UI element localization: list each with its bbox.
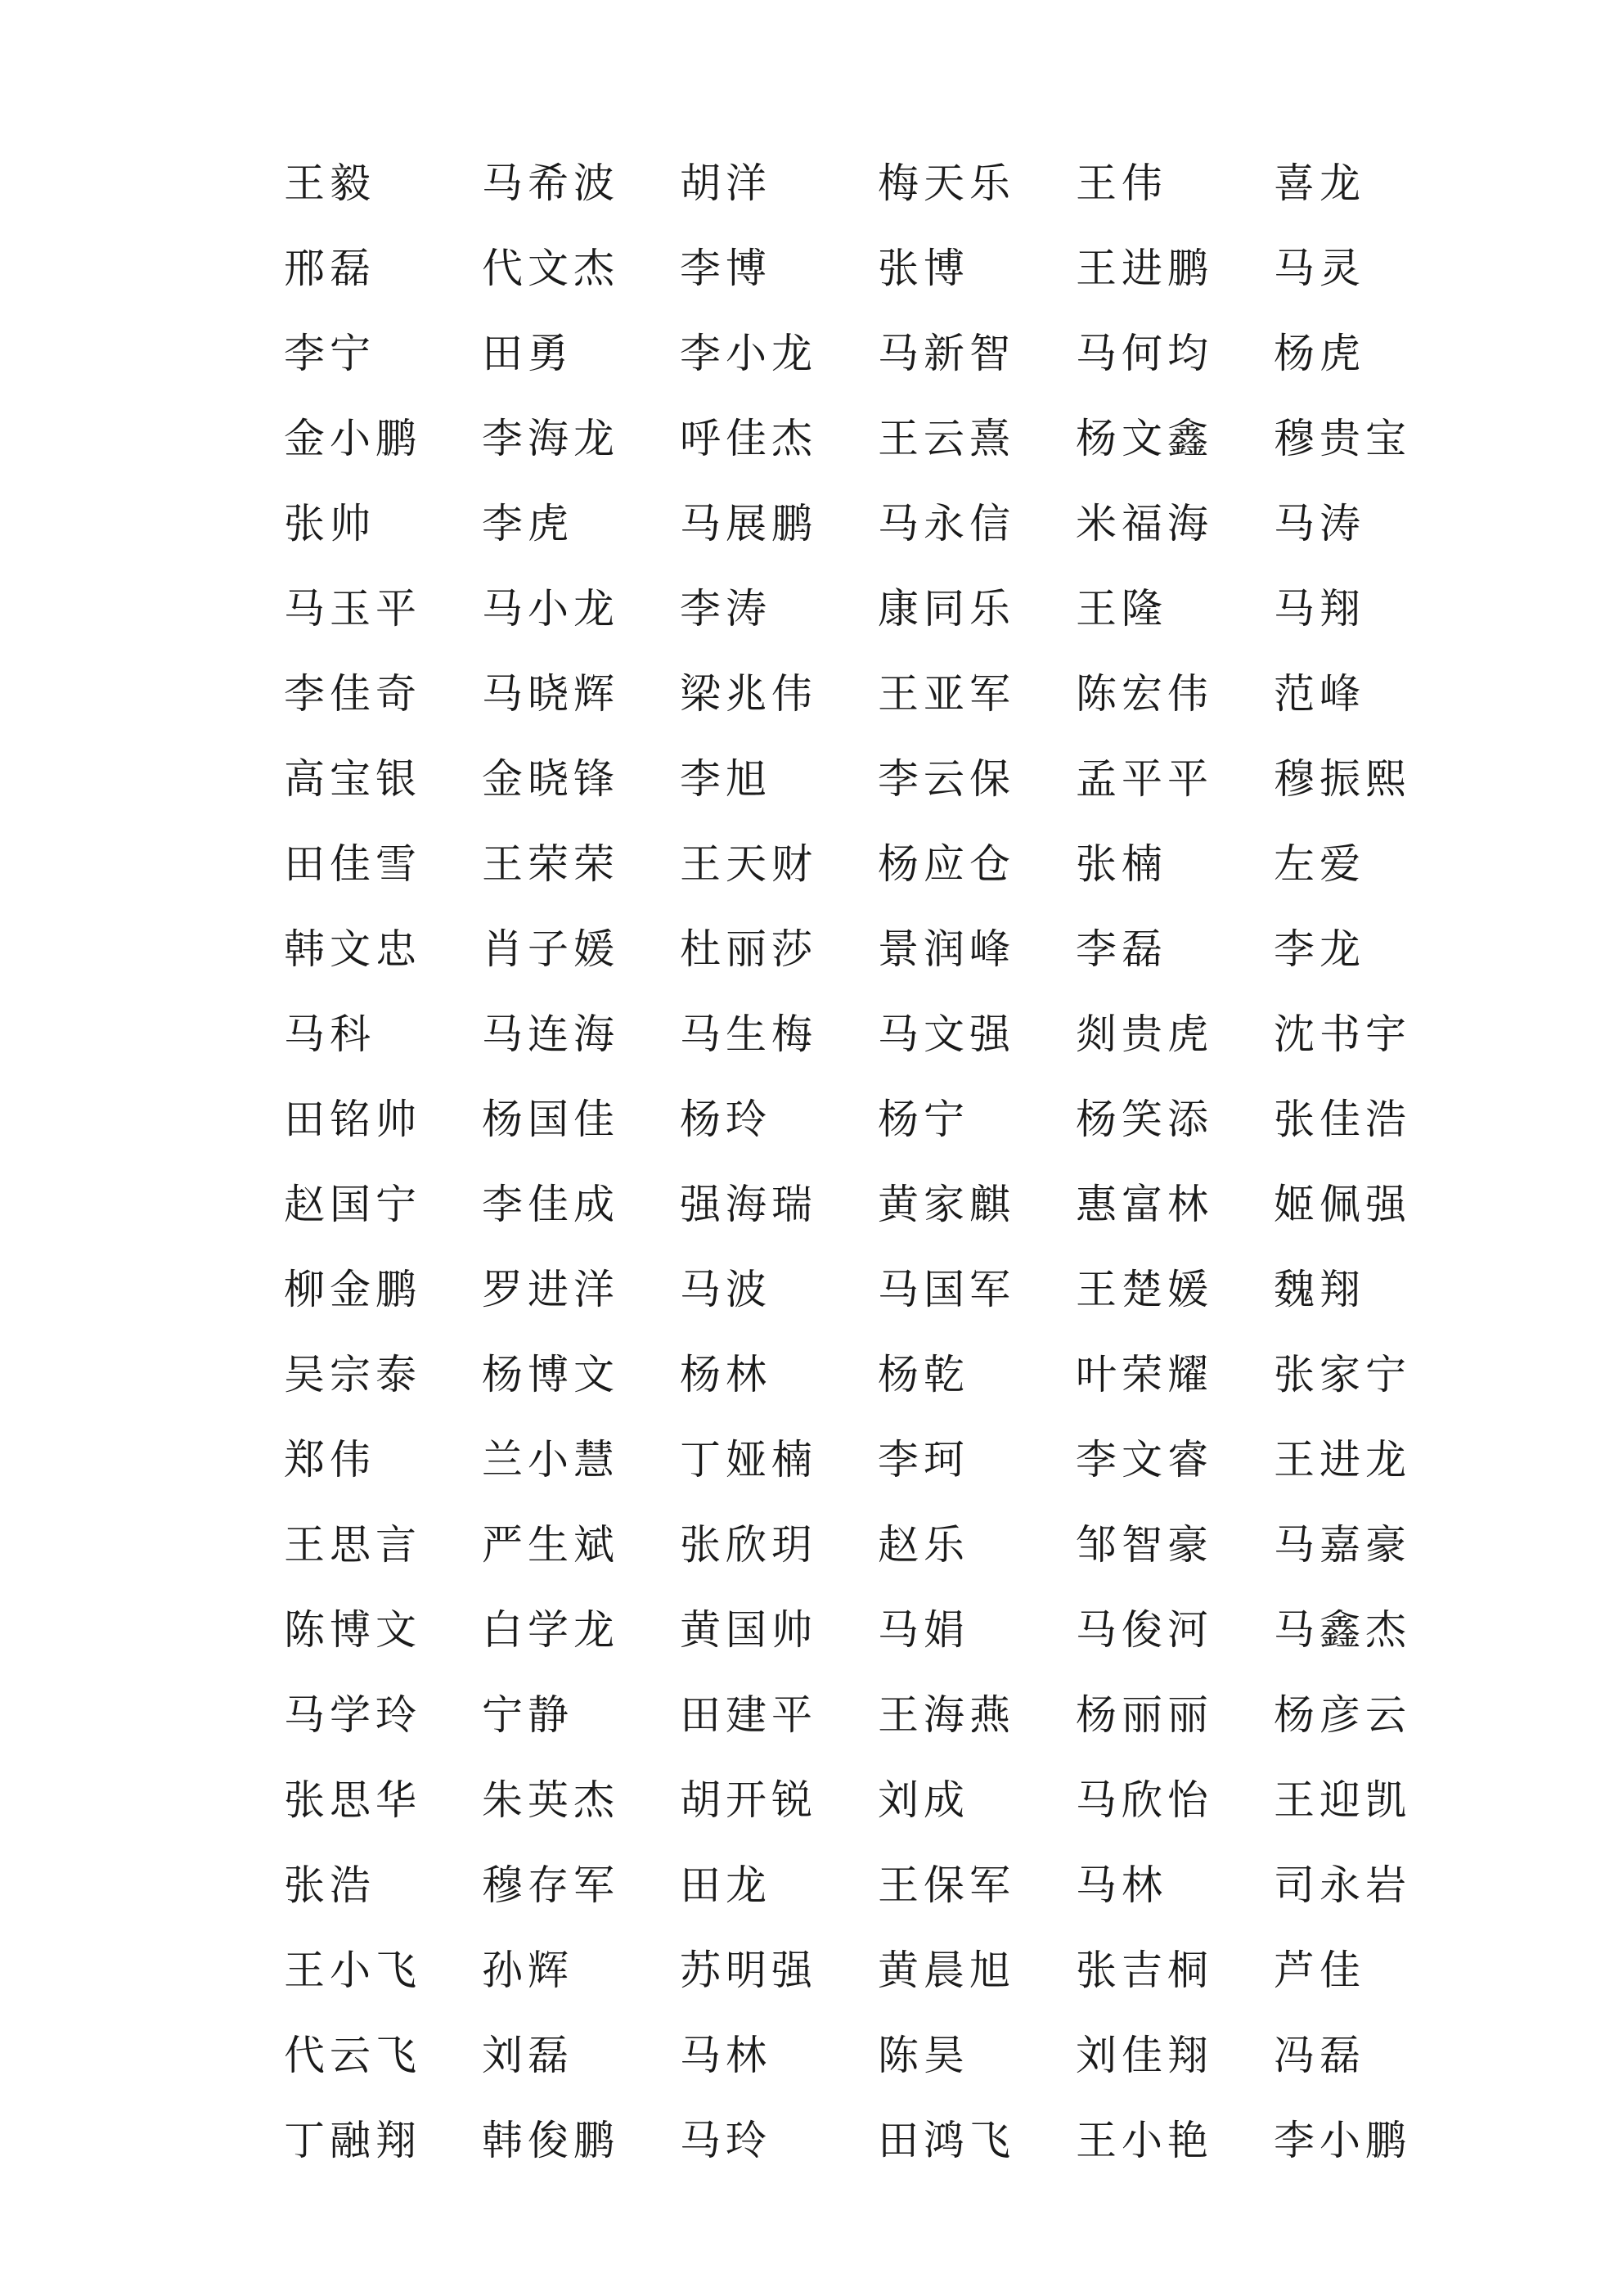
- name-entry: 康同乐: [878, 585, 1015, 633]
- name-entry: 刘磊: [482, 2032, 573, 2079]
- name-entry: 杨玲: [680, 1096, 771, 1143]
- name-entry: 马欣怡: [1076, 1776, 1213, 1824]
- name-entry: 王迎凯: [1274, 1776, 1411, 1824]
- name-entry: 王小艳: [1076, 2117, 1213, 2164]
- name-entry: 韩文忠: [284, 925, 421, 973]
- name-entry: 张吉桐: [1076, 1947, 1213, 1994]
- name-row: [284, 822, 1445, 907]
- name-row: [284, 1928, 1445, 2013]
- name-entry: 张佳浩: [1274, 1096, 1411, 1143]
- name-entry: 米福海: [1076, 500, 1213, 547]
- name-entry: 强海瑞: [680, 1181, 817, 1228]
- name-entry: 沈书宇: [1274, 1011, 1411, 1058]
- name-entry: 马文强: [878, 1011, 1015, 1058]
- name-entry: 马嘉豪: [1274, 1521, 1411, 1569]
- name-row: [284, 1077, 1445, 1162]
- name-entry: 苏明强: [680, 1947, 817, 1994]
- name-row: [284, 1502, 1445, 1587]
- name-entry: 王进龙: [1274, 1436, 1411, 1483]
- name-entry: 左爱: [1274, 840, 1365, 888]
- name-entry: 王海燕: [878, 1691, 1015, 1739]
- name-row: [284, 992, 1445, 1077]
- name-entry: 王亚军: [878, 670, 1015, 718]
- name-entry: 马学玲: [284, 1691, 421, 1739]
- name-entry: 李旭: [680, 755, 771, 803]
- name-row: [284, 1332, 1445, 1417]
- name-entry: 高宝银: [284, 755, 421, 803]
- name-entry: 赵乐: [878, 1521, 969, 1569]
- name-entry: 马国军: [878, 1266, 1015, 1313]
- name-row: [284, 1587, 1445, 1672]
- name-entry: 马生梅: [680, 1011, 817, 1058]
- name-entry: 李宁: [284, 330, 375, 377]
- name-row: [284, 736, 1445, 822]
- name-entry: 李磊: [1076, 925, 1167, 973]
- name-entry: 邢磊: [284, 245, 375, 292]
- name-entry: 马永信: [878, 500, 1015, 547]
- name-entry: 穆振熙: [1274, 755, 1411, 803]
- name-entry: 杨彦云: [1274, 1691, 1411, 1739]
- name-entry: 宁静: [482, 1691, 573, 1739]
- name-entry: 胡开锐: [680, 1776, 817, 1824]
- name-entry: 杨乾: [878, 1351, 969, 1398]
- name-entry: 王小飞: [284, 1947, 421, 1994]
- name-entry: 马鑫杰: [1274, 1606, 1411, 1654]
- name-entry: 韩俊鹏: [482, 2117, 619, 2164]
- name-entry: 杨博文: [482, 1351, 619, 1398]
- name-entry: 朱英杰: [482, 1776, 619, 1824]
- name-entry: 李博: [680, 245, 771, 292]
- name-entry: 杨丽丽: [1076, 1691, 1213, 1739]
- name-entry: 刘成: [878, 1776, 969, 1824]
- name-entry: 罗进洋: [482, 1266, 619, 1313]
- name-entry: 田龙: [680, 1862, 771, 1909]
- name-entry: 马玉平: [284, 585, 421, 633]
- name-entry: 黄晨旭: [878, 1947, 1015, 1994]
- name-row: [284, 2013, 1445, 2098]
- name-entry: 张思华: [284, 1776, 421, 1824]
- name-entry: 王云熹: [878, 415, 1015, 462]
- name-entry: 李佳成: [482, 1181, 619, 1228]
- name-entry: 惠富林: [1076, 1181, 1213, 1228]
- name-entry: 田建平: [680, 1691, 817, 1739]
- name-entry: 李珂: [878, 1436, 969, 1483]
- name-entry: 芦佳: [1274, 1947, 1365, 1994]
- name-entry: 张浩: [284, 1862, 375, 1909]
- name-entry: 王荣荣: [482, 840, 619, 888]
- name-entry: 李文睿: [1076, 1436, 1213, 1483]
- name-entry: 李佳奇: [284, 670, 421, 718]
- name-entry: 吴宗泰: [284, 1351, 421, 1398]
- name-entry: 孟平平: [1076, 755, 1213, 803]
- name-entry: 杜丽莎: [680, 925, 817, 973]
- name-row: [284, 1247, 1445, 1332]
- name-entry: 李小鹏: [1274, 2117, 1411, 2164]
- name-entry: 张家宁: [1274, 1351, 1411, 1398]
- name-row: [284, 226, 1445, 311]
- name-entry: 陈宏伟: [1076, 670, 1213, 718]
- name-row: [284, 2098, 1445, 2183]
- name-row: [284, 1758, 1445, 1843]
- name-entry: 马涛: [1274, 500, 1365, 547]
- name-entry: 呼佳杰: [680, 415, 817, 462]
- name-entry: 李涛: [680, 585, 771, 633]
- name-entry: 马俊河: [1076, 1606, 1213, 1654]
- name-entry: 姬佩强: [1274, 1181, 1411, 1228]
- name-entry: 杨虎: [1274, 330, 1365, 377]
- name-entry: 马科: [284, 1011, 375, 1058]
- name-entry: 马小龙: [482, 585, 619, 633]
- name-entry: 刘佳翔: [1076, 2032, 1213, 2079]
- name-entry: 王楚媛: [1076, 1266, 1213, 1313]
- name-entry: 杨宁: [878, 1096, 969, 1143]
- name-entry: 王思言: [284, 1521, 421, 1569]
- name-row: [284, 311, 1445, 396]
- name-entry: 魏翔: [1274, 1266, 1365, 1313]
- name-entry: 马展鹏: [680, 500, 817, 547]
- name-entry: 赵国宁: [284, 1181, 421, 1228]
- name-entry: 陈博文: [284, 1606, 421, 1654]
- name-entry: 马何均: [1076, 330, 1213, 377]
- name-row: [284, 141, 1445, 226]
- name-entry: 杨文鑫: [1076, 415, 1213, 462]
- name-row: [284, 396, 1445, 481]
- name-entry: 柳金鹏: [284, 1266, 421, 1313]
- name-entry: 田勇: [482, 330, 573, 377]
- name-entry: 王伟: [1076, 160, 1167, 207]
- name-entry: 丁娅楠: [680, 1436, 817, 1483]
- name-entry: 兰小慧: [482, 1436, 619, 1483]
- name-entry: 梅天乐: [878, 160, 1015, 207]
- name-entry: 马晓辉: [482, 670, 619, 718]
- name-entry: 马林: [680, 2032, 771, 2079]
- name-entry: 张欣玥: [680, 1521, 817, 1569]
- name-row: [284, 566, 1445, 651]
- name-entry: 代文杰: [482, 245, 619, 292]
- name-entry: 司永岩: [1274, 1862, 1411, 1909]
- name-entry: 杨林: [680, 1351, 771, 1398]
- name-list: [284, 141, 1445, 2183]
- name-entry: 王天财: [680, 840, 817, 888]
- name-entry: 张帅: [284, 500, 375, 547]
- name-entry: 黄国帅: [680, 1606, 817, 1654]
- name-entry: 肖子媛: [482, 925, 619, 973]
- name-entry: 王进鹏: [1076, 245, 1213, 292]
- name-entry: 马希波: [482, 160, 619, 207]
- name-entry: 剡贵虎: [1076, 1011, 1213, 1058]
- name-entry: 郑伟: [284, 1436, 375, 1483]
- name-entry: 李云保: [878, 755, 1015, 803]
- name-entry: 杨笑添: [1076, 1096, 1213, 1143]
- name-entry: 马连海: [482, 1011, 619, 1058]
- name-entry: 王毅: [284, 160, 375, 207]
- name-entry: 陈昊: [878, 2032, 969, 2079]
- name-entry: 田佳雪: [284, 840, 421, 888]
- name-entry: 叶荣耀: [1076, 1351, 1213, 1398]
- name-entry: 马翔: [1274, 585, 1365, 633]
- name-entry: 穆存军: [482, 1862, 619, 1909]
- name-entry: 邹智豪: [1076, 1521, 1213, 1569]
- name-entry: 黄家麒: [878, 1181, 1015, 1228]
- name-row: [284, 651, 1445, 736]
- name-entry: 马灵: [1274, 245, 1365, 292]
- name-row: [284, 1672, 1445, 1758]
- name-entry: 穆贵宝: [1274, 415, 1411, 462]
- name-entry: 李海龙: [482, 415, 619, 462]
- name-entry: 胡洋: [680, 160, 771, 207]
- name-entry: 严生斌: [482, 1521, 619, 1569]
- name-entry: 马玲: [680, 2117, 771, 2164]
- name-entry: 景润峰: [878, 925, 1015, 973]
- name-entry: 马娟: [878, 1606, 969, 1654]
- name-entry: 杨应仓: [878, 840, 1015, 888]
- name-entry: 丁融翔: [284, 2117, 421, 2164]
- name-entry: 喜龙: [1274, 160, 1365, 207]
- name-entry: 田鸿飞: [878, 2117, 1015, 2164]
- name-entry: 王隆: [1076, 585, 1167, 633]
- name-entry: 梁兆伟: [680, 670, 817, 718]
- name-entry: 冯磊: [1274, 2032, 1365, 2079]
- name-entry: 孙辉: [482, 1947, 573, 1994]
- name-row: [284, 481, 1445, 566]
- name-entry: 田铭帅: [284, 1096, 421, 1143]
- name-row: [284, 907, 1445, 992]
- name-entry: 李龙: [1274, 925, 1365, 973]
- name-row: [284, 1162, 1445, 1247]
- name-entry: 李虎: [482, 500, 573, 547]
- name-entry: 代云飞: [284, 2032, 421, 2079]
- name-row: [284, 1417, 1445, 1502]
- name-entry: 张楠: [1076, 840, 1167, 888]
- name-entry: 金晓锋: [482, 755, 619, 803]
- name-entry: 张博: [878, 245, 969, 292]
- name-entry: 杨国佳: [482, 1096, 619, 1143]
- name-entry: 马林: [1076, 1862, 1167, 1909]
- name-entry: 范峰: [1274, 670, 1365, 718]
- name-row: [284, 1843, 1445, 1928]
- name-entry: 白学龙: [482, 1606, 619, 1654]
- name-entry: 王保军: [878, 1862, 1015, 1909]
- name-entry: 李小龙: [680, 330, 817, 377]
- name-entry: 马波: [680, 1266, 771, 1313]
- name-entry: 马新智: [878, 330, 1015, 377]
- name-entry: 金小鹏: [284, 415, 421, 462]
